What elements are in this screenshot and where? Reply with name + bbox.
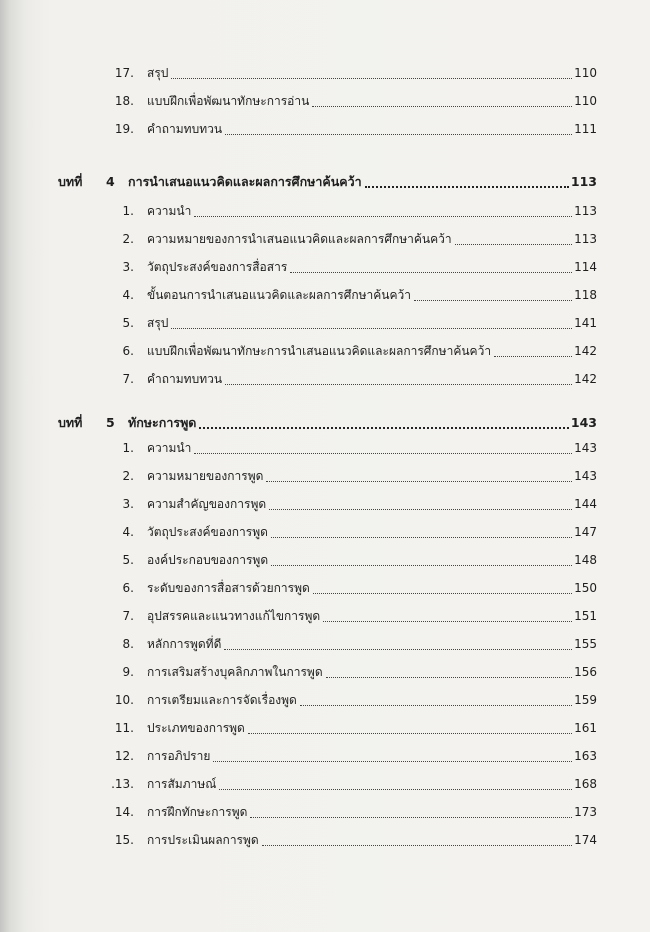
chapter-number: 5 bbox=[106, 415, 115, 430]
toc-entry[interactable] bbox=[0, 199, 650, 221]
dot-leader bbox=[213, 760, 572, 762]
entry-number: 9. bbox=[122, 665, 134, 679]
entry-page-number: 159 bbox=[574, 693, 597, 707]
chapter-label: บทที่ bbox=[58, 415, 83, 430]
dot-leader bbox=[313, 592, 572, 594]
dot-leader bbox=[312, 105, 572, 107]
toc-entry[interactable] bbox=[0, 311, 650, 333]
toc-entry[interactable] bbox=[0, 436, 650, 458]
dot-leader bbox=[290, 271, 572, 273]
chapter-label: บทที่ bbox=[58, 174, 83, 189]
entry-number: 17. bbox=[114, 66, 134, 80]
entry-title: ความสำคัญของการพูด bbox=[147, 497, 267, 511]
entry-title: ขั้นตอนการนำเสนอแนวคิดและผลการศึกษาค้นคว้า bbox=[147, 288, 411, 302]
entry-title: การฝึกทักษะการพูด bbox=[147, 805, 248, 819]
entry-page-number: 111 bbox=[574, 122, 597, 136]
entry-page-number: 118 bbox=[574, 288, 597, 302]
dot-leader bbox=[225, 383, 572, 385]
toc-entry[interactable] bbox=[0, 520, 650, 542]
entry-title: ประเภทของการพูด bbox=[147, 721, 245, 735]
entry-page-number: 150 bbox=[574, 581, 597, 595]
entry-page-number: 110 bbox=[574, 66, 597, 80]
entry-page-number: 168 bbox=[574, 777, 597, 791]
entry-title: ระดับของการสื่อสารด้วยการพูด bbox=[147, 581, 310, 595]
entry-page-number: 174 bbox=[574, 833, 597, 847]
toc-entry[interactable] bbox=[0, 283, 650, 305]
entry-number: 2. bbox=[122, 469, 134, 483]
entry-number: 1. bbox=[122, 441, 134, 455]
entry-page-number: 142 bbox=[574, 344, 597, 358]
dot-leader bbox=[271, 564, 572, 566]
entry-number: 7. bbox=[122, 609, 134, 623]
entry-page-number: 156 bbox=[574, 665, 597, 679]
dot-leader bbox=[224, 648, 572, 650]
chapter-title: ทักษะการพูด bbox=[128, 415, 197, 430]
dot-leader bbox=[494, 355, 572, 357]
entry-title: องค์ประกอบของการพูด bbox=[147, 553, 269, 567]
entry-page-number: 163 bbox=[574, 749, 597, 763]
dot-leader bbox=[414, 299, 572, 301]
entry-title: การอภิปราย bbox=[147, 749, 211, 763]
entry-title: การประเมินผลการพูด bbox=[147, 833, 259, 847]
toc-entry[interactable] bbox=[0, 828, 650, 850]
entry-title: แบบฝึกเพื่อพัฒนาทักษะการอ่าน bbox=[147, 94, 310, 108]
chapter-page-number: 143 bbox=[570, 415, 597, 430]
dot-leader bbox=[455, 243, 572, 245]
toc-entry[interactable] bbox=[0, 576, 650, 598]
dot-leader bbox=[300, 704, 572, 706]
dot-leader bbox=[219, 788, 572, 790]
entry-page-number: 148 bbox=[574, 553, 597, 567]
entry-title: ความหมายของการพูด bbox=[147, 469, 264, 483]
dot-leader bbox=[250, 816, 572, 818]
entry-page-number: 173 bbox=[574, 805, 597, 819]
entry-number: 18. bbox=[114, 94, 134, 108]
entry-number: 14. bbox=[114, 805, 134, 819]
entry-page-number: 143 bbox=[574, 469, 597, 483]
toc-entry[interactable] bbox=[0, 89, 650, 111]
entry-number: 10. bbox=[114, 693, 134, 707]
entry-page-number: 141 bbox=[574, 316, 597, 330]
entry-title: สรุป bbox=[147, 316, 169, 330]
entry-page-number: 110 bbox=[574, 94, 597, 108]
dot-leader bbox=[323, 620, 572, 622]
toc-entry[interactable] bbox=[0, 339, 650, 361]
toc-entry[interactable] bbox=[0, 255, 650, 277]
entry-page-number: 113 bbox=[574, 232, 597, 246]
entry-number: 2. bbox=[122, 232, 134, 246]
toc-entry[interactable] bbox=[0, 800, 650, 822]
entry-page-number: 147 bbox=[574, 525, 597, 539]
toc-entry[interactable] bbox=[0, 772, 650, 794]
toc-entry[interactable] bbox=[0, 660, 650, 682]
entry-number: 6. bbox=[122, 581, 134, 595]
entry-title: การเตรียมและการจัดเรื่องพูด bbox=[147, 693, 297, 707]
entry-number: 11. bbox=[114, 721, 134, 735]
chapter-heading[interactable] bbox=[0, 411, 650, 433]
chapter-number: 4 bbox=[106, 174, 115, 189]
entry-title: การเสริมสร้างบุคลิกภาพในการพูด bbox=[147, 665, 323, 679]
dot-leader bbox=[199, 426, 568, 429]
toc-entry[interactable] bbox=[0, 464, 650, 486]
entry-number: 4. bbox=[122, 525, 134, 539]
entry-page-number: 114 bbox=[574, 260, 597, 274]
dot-leader bbox=[171, 327, 572, 329]
entry-number: 4. bbox=[122, 288, 134, 302]
toc-entry[interactable] bbox=[0, 492, 650, 514]
entry-title: วัตถุประสงค์ของการสื่อสาร bbox=[147, 260, 288, 274]
chapter-heading[interactable] bbox=[0, 170, 650, 192]
entry-page-number: 151 bbox=[574, 609, 597, 623]
entry-number: .13. bbox=[111, 777, 134, 791]
entry-number: 7. bbox=[122, 372, 134, 386]
entry-title: หลักการพูดที่ดี bbox=[147, 637, 222, 651]
entry-title: คำถามทบทวน bbox=[147, 122, 223, 136]
entry-number: 1. bbox=[122, 204, 134, 218]
entry-number: 8. bbox=[122, 637, 134, 651]
entry-title: แบบฝึกเพื่อพัฒนาทักษะการนำเสนอแนวคิดและผลการศึกษาค้นคว้า bbox=[147, 344, 492, 358]
entry-title: คำถามทบทวน bbox=[147, 372, 223, 386]
entry-title: ความนำ bbox=[147, 441, 192, 455]
entry-title: ความนำ bbox=[147, 204, 192, 218]
dot-leader bbox=[262, 844, 572, 846]
toc-entry[interactable] bbox=[0, 227, 650, 249]
entry-number: 6. bbox=[122, 344, 134, 358]
dot-leader bbox=[365, 185, 569, 188]
entry-number: 5. bbox=[122, 553, 134, 567]
entry-number: 3. bbox=[122, 497, 134, 511]
dot-leader bbox=[269, 508, 572, 510]
entry-page-number: 161 bbox=[574, 721, 597, 735]
chapter-title: การนำเสนอแนวคิดและผลการศึกษาค้นคว้า bbox=[128, 174, 362, 189]
toc-entry[interactable] bbox=[0, 61, 650, 83]
entry-title: วัตถุประสงค์ของการพูด bbox=[147, 525, 268, 539]
entry-number: 19. bbox=[114, 122, 134, 136]
dot-leader bbox=[194, 215, 572, 217]
entry-number: 12. bbox=[114, 749, 134, 763]
entry-title: ความหมายของการนำเสนอแนวคิดและผลการศึกษาค้นคว้า bbox=[147, 232, 452, 246]
toc-entry[interactable] bbox=[0, 688, 650, 710]
entry-title: การสัมภาษณ์ bbox=[147, 777, 217, 791]
dot-leader bbox=[266, 480, 572, 482]
entry-page-number: 155 bbox=[574, 637, 597, 651]
entry-title: สรุป bbox=[147, 66, 169, 80]
entry-title: อุปสรรคและแนวทางแก้ไขการพูด bbox=[147, 609, 321, 623]
dot-leader bbox=[171, 77, 572, 79]
dot-leader bbox=[326, 676, 572, 678]
chapter-page-number: 113 bbox=[570, 174, 597, 189]
toc-entry[interactable] bbox=[0, 548, 650, 570]
toc-entry[interactable] bbox=[0, 632, 650, 654]
entry-page-number: 113 bbox=[574, 204, 597, 218]
dot-leader bbox=[225, 133, 572, 135]
dot-leader bbox=[271, 536, 572, 538]
entry-number: 3. bbox=[122, 260, 134, 274]
toc-entry[interactable] bbox=[0, 716, 650, 738]
dot-leader bbox=[194, 452, 572, 454]
entry-number: 5. bbox=[122, 316, 134, 330]
entry-page-number: 142 bbox=[574, 372, 597, 386]
toc-entry[interactable] bbox=[0, 117, 650, 139]
entry-page-number: 144 bbox=[574, 497, 597, 511]
entry-page-number: 143 bbox=[574, 441, 597, 455]
entry-number: 15. bbox=[114, 833, 134, 847]
toc-entry[interactable] bbox=[0, 744, 650, 766]
dot-leader bbox=[248, 732, 572, 734]
toc-entry[interactable] bbox=[0, 367, 650, 389]
toc-entry[interactable] bbox=[0, 604, 650, 626]
